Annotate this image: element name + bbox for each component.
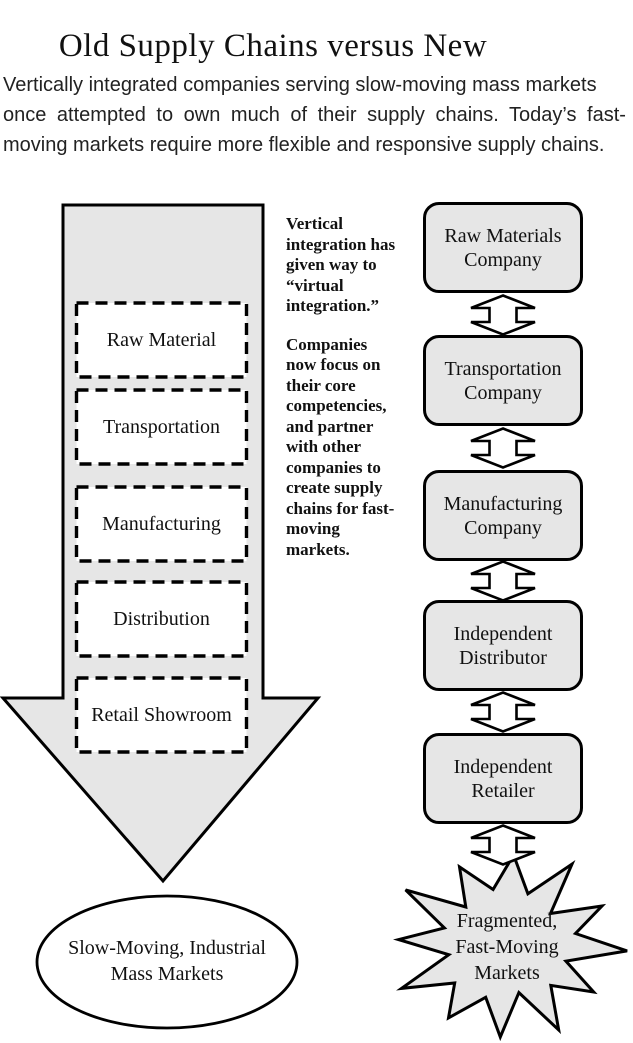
division-distribution: Distribution [113, 607, 210, 630]
company-label: Independent Distributor [453, 622, 553, 669]
company-label: Independent Retailer [453, 755, 553, 802]
figure-title: Old Supply Chains versus New [58, 28, 488, 65]
intro-line-3: moving markets require more flexible and responsive supply chains. [3, 134, 605, 156]
slow-market-label: Slow-Moving, Industrial Mass Markets [68, 937, 266, 985]
company-box-raw-materials [423, 202, 583, 293]
intro-line-1: Vertically integrated companies serving slow-moving mass markets [3, 74, 597, 96]
double-arrow-connector-4 [471, 693, 535, 732]
fragmented-market-label: Fragmented, Fast-Moving Markets [455, 910, 559, 984]
annotation-paragraph-1: Vertical integration has given way to “virtual integration.” [286, 214, 396, 315]
division-transportation: Transportation [102, 415, 221, 438]
company-box-transportation [423, 335, 583, 426]
double-arrow-connector-5 [471, 826, 535, 865]
double-arrow-connector-1 [471, 296, 535, 335]
annotation-paragraph-2: Companies now focus on their core competencies, and partner with other companies to create supply chains for fast-moving markets. [286, 334, 395, 559]
company-label: Raw Materials Company [444, 224, 562, 271]
company-label: Transportation Company [444, 357, 562, 404]
double-arrow-connector-3 [471, 562, 535, 601]
double-arrow-connector-2 [471, 429, 535, 468]
company-box-manufacturing [423, 470, 583, 561]
company-label: Manufacturing Company [443, 492, 563, 539]
company-box-independent-retailer [423, 733, 583, 824]
division-raw-material: Raw Material [106, 328, 217, 351]
division-retail-showroom: Retail Showroom [91, 703, 232, 726]
division-manufacturing: Manufacturing [102, 512, 221, 535]
company-box-independent-distributor [423, 600, 583, 691]
intro-line-2: once attempted to own much of their supply chains. Today’s fast- [3, 104, 626, 126]
